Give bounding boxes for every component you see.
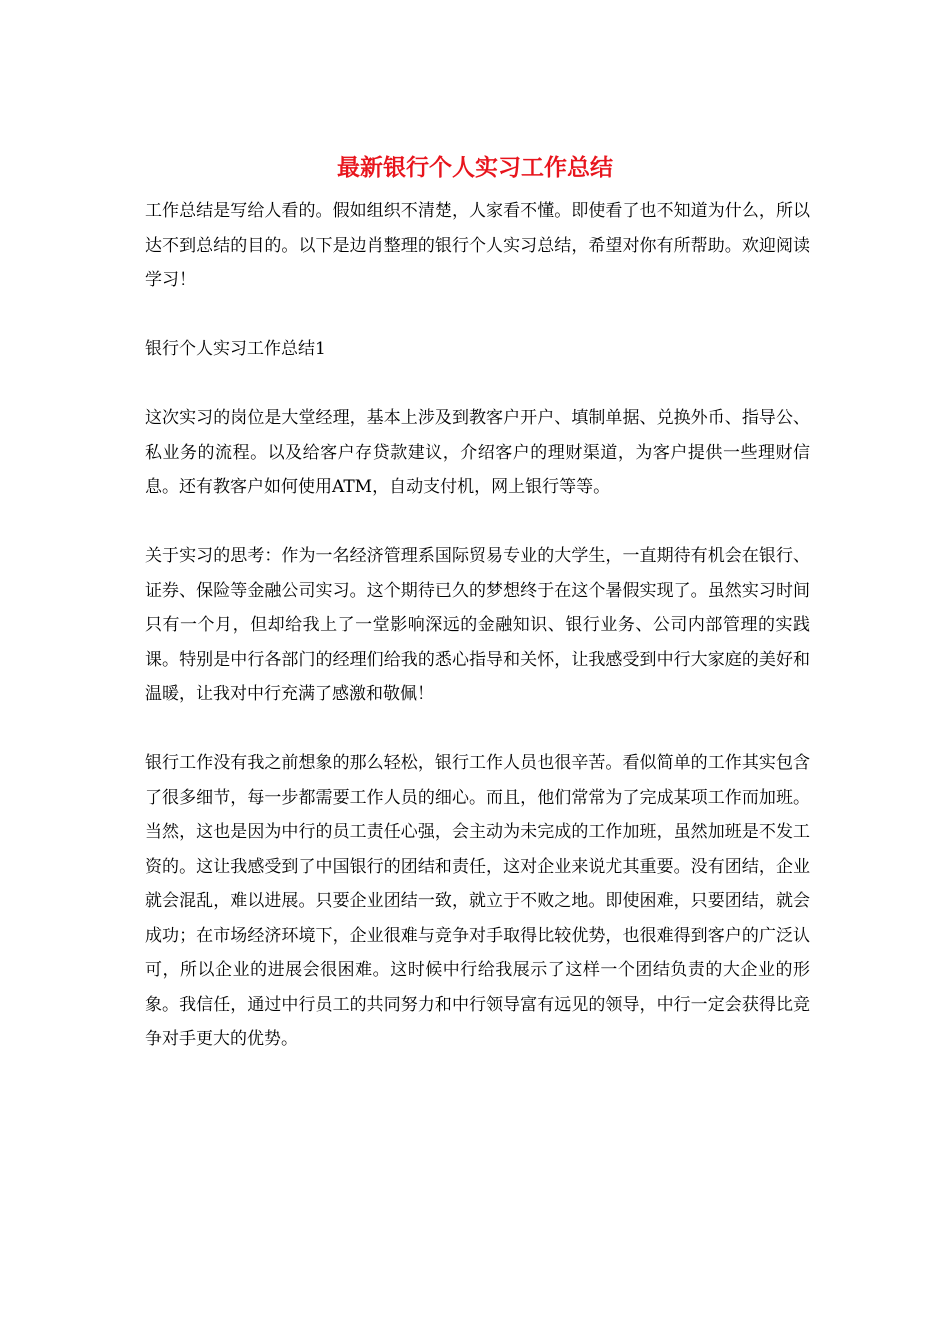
section-heading: 银行个人实习工作总结1 (145, 339, 326, 359)
intro-paragraph: 工作总结是写给人看的。假如组织不清楚，人家看不懂。即使看了也不知道为什么，所以达不到总结的目的。以下是边肖整理的银行个人实习总结，希望对你有所帮助。欢迎阅读学习！ (145, 201, 810, 290)
body-paragraph-3: 银行工作没有我之前想象的那么轻松，银行工作人员也很辛苦。看似简单的工作其实包含了很多细节，每一步都需要工作人员的细心。而且，他们常常为了完成某项工作而加班。当然，这也是因为中行的员工责任心强，会主动为未完成的工作加班，虽然加班是不发工资的。这让我感受到了中国银行的团结和责任，这对企业来说尤其重要。没有团结，企业就会混乱，难以进展。只要企业团结一致，就立于不败之地。即使困难，只要团结，就会成功；在市场经济环境下，企业很难与竞争对手取得比较优势，也很难得到客户的广泛认可，所以企业的进展会很困难。这时候中行给我展示了这样一个团结负责的大企业的形象。我信任，通过中行员工的共同努力和中行领导富有远见的领导，中行一定会获得比竞争对手更大的优势。 (145, 753, 810, 1049)
body-paragraph-2: 关于实习的思考：作为一名经济管理系国际贸易专业的大学生，一直期待有机会在银行、证券、保险等金融公司实习。这个期待已久的梦想终于在这个暑假实现了。虽然实习时间只有一个月，但却给我上了一堂影响深远的金融知识、银行业务、公司内部管理的实践课。特别是中行各部门的经理们给我的悉心指导和关怀，让我感受到中行大家庭的美好和温暖，让我对中行充满了感激和敬佩！ (145, 546, 810, 704)
document-body (145, 194, 810, 1057)
body-paragraph-1: 这次实习的岗位是大堂经理，基本上涉及到教客户开户、填制单据、兑换外币、指导公、私业务的流程。以及给客户存贷款建议，介绍客户的理财渠道，为客户提供一些理财信息。还有教客户如何使用ATM，自动支付机，网上银行等等。 (145, 408, 810, 497)
document-title: 最新银行个人实习工作总结 (337, 154, 613, 181)
